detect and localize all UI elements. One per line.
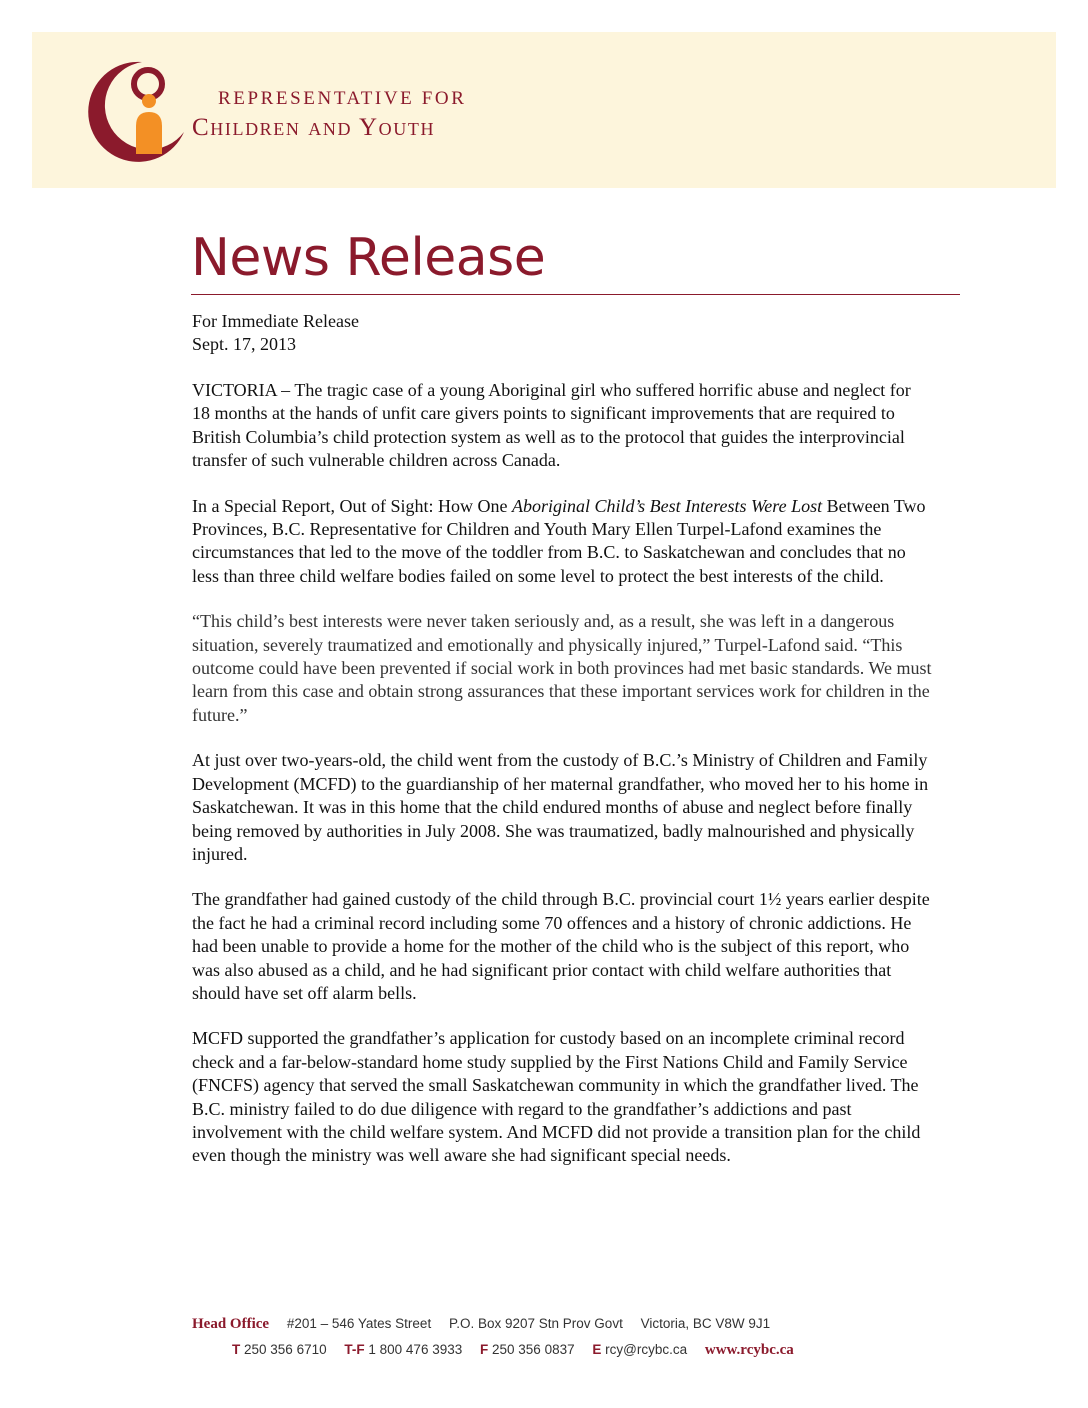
footer-address-line [192,1316,770,1333]
head-office-label: Head Office [192,1316,270,1332]
article-body [192,379,932,1190]
paragraph-5: The grandfather had gained custody of the child through B.C. provincial court 1½ years earlier despite the fact he had a criminal record including some 70 offences and a history of chronic addictions. He had been unable to provide a home for the mother of the child who is the subject of this report, who was also abused as a child, and he had significant prior contact with child welfare authorities that should have set off alarm bells. [192,889,930,1003]
letterhead-band [32,32,1056,188]
fax-label: F [480,1342,489,1357]
title-divider [191,294,960,295]
org-name-line1: REPRESENTATIVE FOR [218,88,467,109]
release-date: Sept. 17, 2013 [192,334,297,354]
paragraph-2-start: In a Special Report, Out of Sight: How One [192,495,512,516]
street-address: #201 – 546 Yates Street [286,1316,432,1331]
paragraph-1: VICTORIA – The tragic case of a young Aboriginal girl who suffered horrific abuse and neglect for 18 months at the hands of unfit care givers points to significant improvements that are required to British Columbia’s child protection system as well as to the protocol that guides the interprovincial transfer of such vulnerable children across Canada. [192,380,911,471]
toll-free-number: 1 800 476 3933 [368,1342,463,1357]
org-name-line2: Children and Youth [192,114,436,141]
quote-paragraph: “This child’s best interests were never taken seriously and, as a result, she was left in a dangerous situation, severely traumatized and emotionally and physically injured,” Turpel-Lafond said. “This outcome could have been prevented if social work in both provinces had met basic standards. We must learn from this case and obtain strong assurances that these important services work for children in the future.” [192,611,932,725]
email-label: E [592,1342,602,1357]
footer-contact-line [232,1342,794,1359]
paragraph-6: MCFD supported the grandfather’s application for custody based on an incomplete criminal record check and a far-below-standard home study supplied by the First Nations Child and Family Service (FNCFS) agency that served the small Saskatchewan community in which the grandfather lived. The B.C. ministry failed to do due diligence with regard to the grandfather’s addictions and past involvement with the child welfare system. And MCFD did not provide a transition plan for the child even though the ministry was well aware she had significant special needs. [192,1028,921,1166]
po-box: P.O. Box 9207 Stn Prov Govt [448,1316,623,1331]
phone-number: 250 356 6710 [244,1342,327,1357]
website-link[interactable]: www.rcybc.ca [704,1342,794,1358]
page-title: News Release [191,228,546,288]
paragraph-4: At just over two-years-old, the child went from the custody of B.C.’s Ministry of Children and Family Development (MCFD) to the guardianship of her maternal grandfather, who moved her to his home in Saskatchewan. It was in this home that the child endured months of abuse and neglect before finally being removed by authorities in July 2008. She was traumatized, badly malnourished and physically injured. [192,750,929,864]
paragraph-2-end: Between Two Provinces, B.C. Representative for Children and Youth Mary Ellen Turpel-Lafond examines the circumstances that led to the move of the toddler from B.C. to Saskatchewan and concludes that no less than three child welfare bodies failed on some level to protect the best interests of the child. [192,495,926,586]
rcy-logo-icon [84,54,194,166]
city-postal: Victoria, BC V8W 9J1 [640,1316,771,1331]
fax-number: 250 356 0837 [492,1342,575,1357]
toll-free-label: T-F [344,1342,365,1357]
email-link[interactable]: rcy@rcybc.ca [605,1342,688,1357]
report-title-italic: Aboriginal Child’s Best Interests Were Lost [511,495,823,516]
release-meta [192,310,359,356]
phone-label: T [232,1342,241,1357]
paragraph-2 [192,495,932,589]
release-label: For Immediate Release [192,311,359,331]
